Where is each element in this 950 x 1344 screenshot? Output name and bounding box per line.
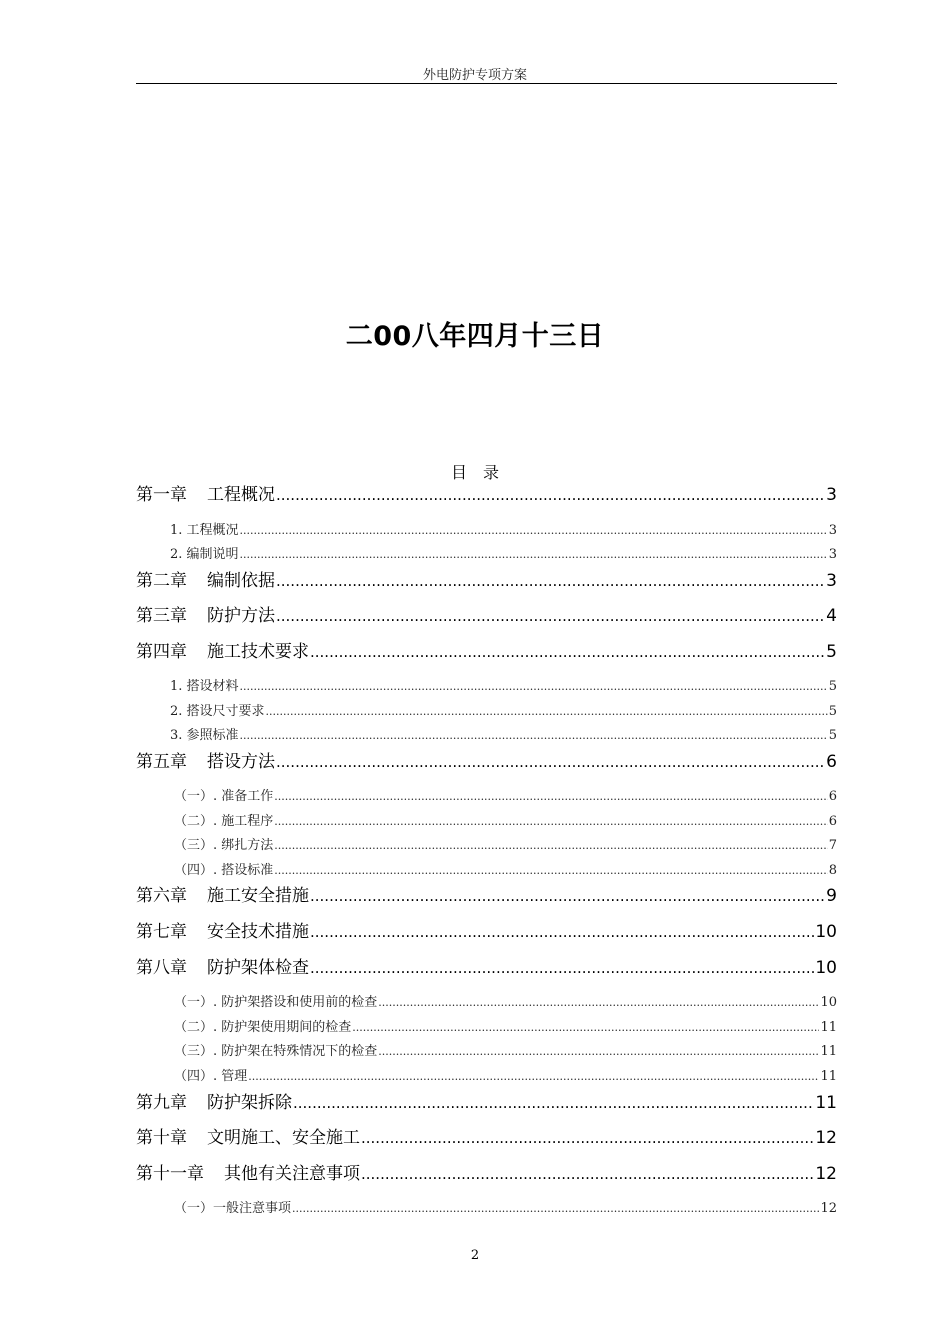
toc-page-number: 11	[820, 1020, 837, 1035]
toc-leader	[310, 640, 825, 664]
toc-chapter-2[interactable]	[136, 569, 837, 593]
toc-chapter-title: 施工安全措施	[207, 886, 309, 906]
toc-section[interactable]	[136, 1199, 837, 1219]
toc-section[interactable]	[136, 993, 837, 1013]
toc-chapter-title: 编制依据	[207, 571, 275, 591]
toc-leader	[310, 884, 825, 908]
toc-section[interactable]	[136, 861, 837, 881]
toc-chapter-1[interactable]	[136, 483, 837, 507]
toc-leader	[274, 836, 827, 856]
toc-page-number: 6	[828, 789, 837, 804]
toc-chapter-number: 第十一章	[136, 1164, 204, 1184]
toc-chapter-title: 安全技术措施	[207, 922, 309, 942]
toc-section[interactable]	[136, 812, 837, 832]
toc-section-title: 2. 搭设尺寸要求	[170, 704, 265, 719]
toc-section-title: 1. 工程概况	[170, 523, 239, 538]
toc-page-number: 11	[820, 1069, 837, 1084]
toc-chapter-number: 第六章	[136, 886, 187, 906]
toc-section[interactable]	[136, 1018, 837, 1038]
toc-chapter-9[interactable]	[136, 1091, 837, 1115]
toc-section-title: （一）. 准备工作	[174, 789, 274, 804]
toc-leader	[240, 726, 828, 746]
toc-leader	[310, 956, 814, 980]
toc-page-number: 11	[820, 1044, 837, 1059]
toc-page-number: 7	[828, 838, 837, 853]
toc-heading: 目 录	[450, 463, 499, 482]
toc-chapter-title: 文明施工、安全施工	[207, 1128, 360, 1148]
toc-leader	[274, 787, 827, 807]
toc-section[interactable]	[136, 702, 837, 722]
toc-chapter-8[interactable]	[136, 956, 837, 980]
running-header: 外电防护专项方案	[422, 68, 527, 83]
toc-section[interactable]	[136, 521, 837, 541]
toc-chapter-title: 其他有关注意事项	[224, 1164, 360, 1184]
toc-section[interactable]	[136, 545, 837, 565]
toc-page-number: 11	[815, 1093, 837, 1113]
toc-page-number: 9	[826, 886, 837, 906]
toc-page-number: 5	[828, 704, 837, 719]
toc-section[interactable]	[136, 726, 837, 746]
toc-section-title: 2. 编制说明	[170, 547, 239, 562]
toc-section-title: （一）. 防护架搭设和使用前的检查	[174, 995, 378, 1010]
toc-chapter-number: 第二章	[136, 571, 187, 591]
toc-section-title: （一）一般注意事项	[174, 1201, 292, 1216]
toc-chapter-title: 防护架体检查	[207, 958, 309, 978]
cover-date: 二00八年四月十三日	[345, 321, 605, 352]
toc-section[interactable]	[136, 1042, 837, 1062]
toc-chapter-4[interactable]	[136, 640, 837, 664]
toc-chapter-number: 第四章	[136, 642, 187, 662]
toc-chapter-number: 第五章	[136, 752, 187, 772]
toc-page-number: 5	[828, 728, 837, 743]
toc-leader	[310, 920, 814, 944]
toc-leader	[274, 812, 827, 832]
toc-chapter-10[interactable]	[136, 1126, 837, 1150]
toc-section[interactable]	[136, 787, 837, 807]
toc-page-number: 3	[826, 571, 837, 591]
toc-section[interactable]	[136, 1067, 837, 1087]
toc-chapter-title: 防护架拆除	[207, 1093, 292, 1113]
toc-page-number: 12	[815, 1128, 837, 1148]
toc-page-number: 3	[828, 547, 837, 562]
toc-page-number: 3	[828, 523, 837, 538]
toc-page-number: 8	[828, 863, 837, 878]
toc-chapter-number: 第八章	[136, 958, 187, 978]
toc-page-number: 12	[820, 1201, 837, 1216]
toc-leader	[378, 1042, 819, 1062]
toc-leader	[276, 483, 825, 507]
toc-chapter-5[interactable]	[136, 750, 837, 774]
toc-leader	[240, 677, 828, 697]
toc-chapter-6[interactable]	[136, 884, 837, 908]
toc-section-title: 3. 参照标准	[170, 728, 239, 743]
toc-chapter-number: 第九章	[136, 1093, 187, 1113]
toc-page-number: 4	[826, 606, 837, 626]
toc-section[interactable]	[136, 677, 837, 697]
toc-page-number: 12	[815, 1164, 837, 1184]
toc-chapter-11[interactable]	[136, 1162, 837, 1186]
header-rule	[136, 83, 837, 84]
toc-chapter-3[interactable]	[136, 604, 837, 628]
toc-leader	[352, 1018, 819, 1038]
toc-section-title: （三）. 绑扎方法	[174, 838, 274, 853]
toc-chapter-number: 第十章	[136, 1128, 187, 1148]
toc-chapter-number: 第三章	[136, 606, 187, 626]
toc-chapter-title: 施工技术要求	[207, 642, 309, 662]
toc-leader	[266, 702, 828, 722]
toc-page-number: 10	[820, 995, 837, 1010]
toc-page-number: 6	[828, 814, 837, 829]
toc-leader	[274, 861, 827, 881]
toc-chapter-title: 工程概况	[207, 485, 275, 505]
toc-chapter-title: 搭设方法	[207, 752, 275, 772]
toc-leader	[248, 1067, 819, 1087]
toc-leader	[276, 569, 825, 593]
toc-chapter-number: 第一章	[136, 485, 187, 505]
toc-page-number: 10	[815, 922, 837, 942]
toc-chapter-7[interactable]	[136, 920, 837, 944]
toc-section-title: （三）. 防护架在特殊情况下的检查	[174, 1044, 378, 1059]
toc-section-title: （二）. 防护架使用期间的检查	[174, 1020, 352, 1035]
toc-leader	[361, 1162, 814, 1186]
toc-chapter-number: 第七章	[136, 922, 187, 942]
page-number: 2	[470, 1248, 480, 1263]
toc-leader	[276, 750, 825, 774]
toc-section-title: （四）. 管理	[174, 1069, 248, 1084]
toc-page-number: 10	[815, 958, 837, 978]
toc-leader	[276, 604, 825, 628]
toc-page-number: 3	[826, 485, 837, 505]
toc-page-number: 5	[828, 679, 837, 694]
toc-leader	[240, 545, 828, 565]
toc-leader	[292, 1199, 819, 1219]
toc-section-title: （四）. 搭设标准	[174, 863, 274, 878]
toc-chapter-title: 防护方法	[207, 606, 275, 626]
toc-leader	[378, 993, 819, 1013]
toc-leader	[293, 1091, 814, 1115]
toc-page-number: 6	[826, 752, 837, 772]
toc-section[interactable]	[136, 836, 837, 856]
toc-section-title: （二）. 施工程序	[174, 814, 274, 829]
toc-section-title: 1. 搭设材料	[170, 679, 239, 694]
toc-leader	[240, 521, 828, 541]
toc-page-number: 5	[826, 642, 837, 662]
toc-leader	[361, 1126, 814, 1150]
